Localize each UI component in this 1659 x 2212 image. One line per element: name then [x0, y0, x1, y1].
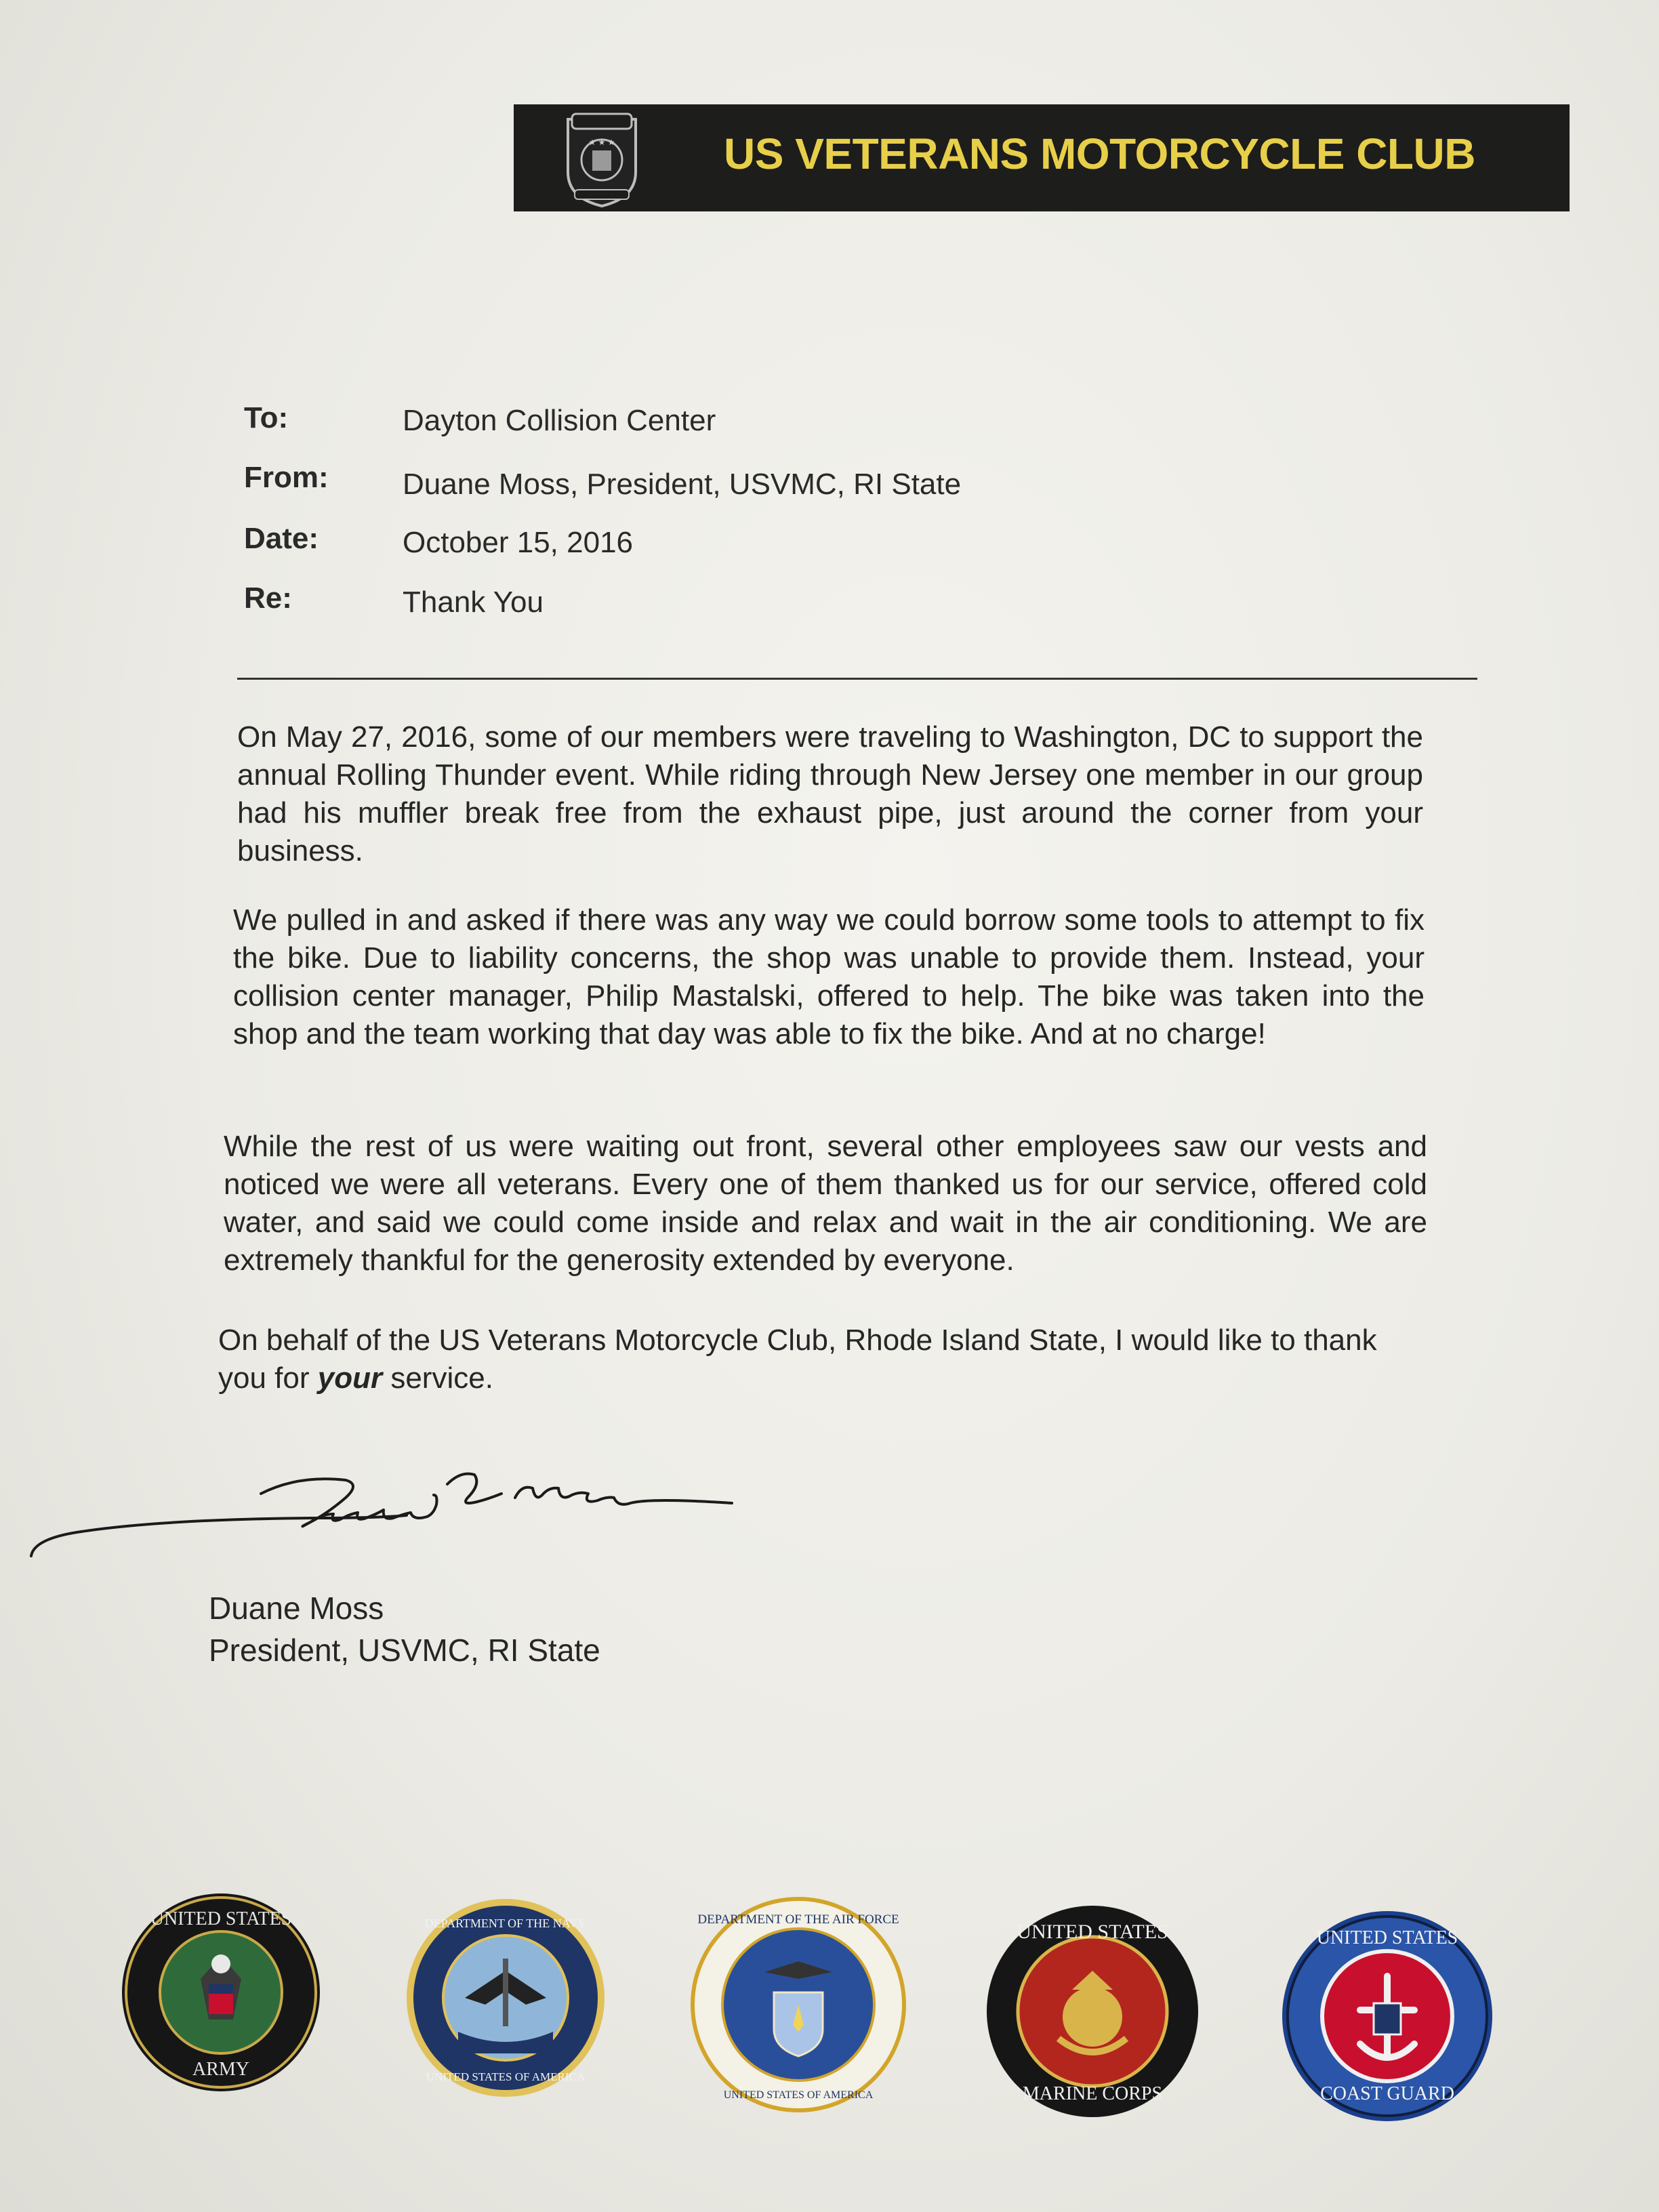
marine-corps-seal-icon: [984, 1903, 1201, 2120]
paragraph-4-text: On behalf of the US Veterans Motorcycle Club, Rhode Island State, I would like to thank you for: [218, 1324, 1377, 1395]
paragraph-4: [218, 1322, 1431, 1397]
svg-text:ARMY: ARMY: [192, 2059, 250, 2080]
army-seal-icon: [119, 1891, 323, 2094]
date-label: Date:: [244, 522, 319, 555]
svg-text:DEPARTMENT OF THE NAVY: DEPARTMENT OF THE NAVY: [424, 1917, 587, 1930]
svg-text:DEPARTMENT OF THE AIR FORCE: DEPARTMENT OF THE AIR FORCE: [697, 1912, 899, 1927]
svg-text:MARINE CORPS: MARINE CORPS: [1022, 2083, 1163, 2104]
air-force-seal-icon: [690, 1896, 907, 2113]
paragraph-2: We pulled in and asked if there was any way we could borrow some tools to attempt to fix the bike. Due to liability concerns, the shop was unable to provide them. Instead, your collision center manager, Philip Mastalski, offered to help. The bike was taken into the shop and the team working that day was able to fix the bike. And at no charge!: [233, 903, 1425, 1050]
to-value: Dayton Collision Center: [403, 404, 716, 437]
signer-name: Duane Moss: [209, 1591, 384, 1626]
coast-guard-seal-icon: [1279, 1908, 1495, 2124]
svg-text:UNITED STATES OF AMERICA: UNITED STATES OF AMERICA: [426, 2070, 586, 2083]
to-label: To:: [244, 401, 289, 434]
divider-rule: [237, 678, 1477, 680]
emphasis-your: your: [317, 1361, 383, 1395]
club-badge-icon: [554, 104, 649, 211]
svg-text:UNITED STATES: UNITED STATES: [1017, 1921, 1168, 1943]
date-value: October 15, 2016: [403, 526, 634, 559]
svg-text:UNITED STATES OF AMERICA: UNITED STATES OF AMERICA: [723, 2089, 874, 2101]
svg-text:★ ★ ★: ★ ★ ★: [588, 138, 615, 147]
paragraph-4-end: service.: [382, 1361, 493, 1395]
paragraph-1: On May 27, 2016, some of our members were traveling to Washington, DC to support the annual Rolling Thunder event. While riding through New Jersey one member in our group had his muffler break free from the exhaust pipe, just around the corner from your business.: [237, 720, 1423, 867]
svg-text:COAST GUARD: COAST GUARD: [1320, 2083, 1454, 2104]
svg-text:UNITED STATES: UNITED STATES: [1316, 1927, 1458, 1948]
svg-text:UNITED STATES: UNITED STATES: [150, 1908, 292, 1929]
handwritten-signature: [27, 1430, 745, 1565]
signer-title: President, USVMC, RI State: [209, 1633, 600, 1668]
re-label: Re:: [244, 581, 292, 615]
navy-seal-icon: [404, 1896, 607, 2100]
paragraph-3: While the rest of us were waiting out front, several other employees saw our vests and noticed we were all veterans. Every one of them thanked us for our service, offered cold water, and said we could come inside and relax and wait in the air conditioning. We are extremely thankful for the generosity extended by everyone.: [224, 1130, 1427, 1277]
from-label: From:: [244, 461, 329, 494]
letterhead-banner: [514, 104, 1570, 211]
club-name-title: US VETERANS MOTORCYCLE CLUB: [724, 129, 1475, 178]
re-value: Thank You: [403, 586, 544, 619]
from-value: Duane Moss, President, USVMC, RI State: [403, 468, 962, 501]
